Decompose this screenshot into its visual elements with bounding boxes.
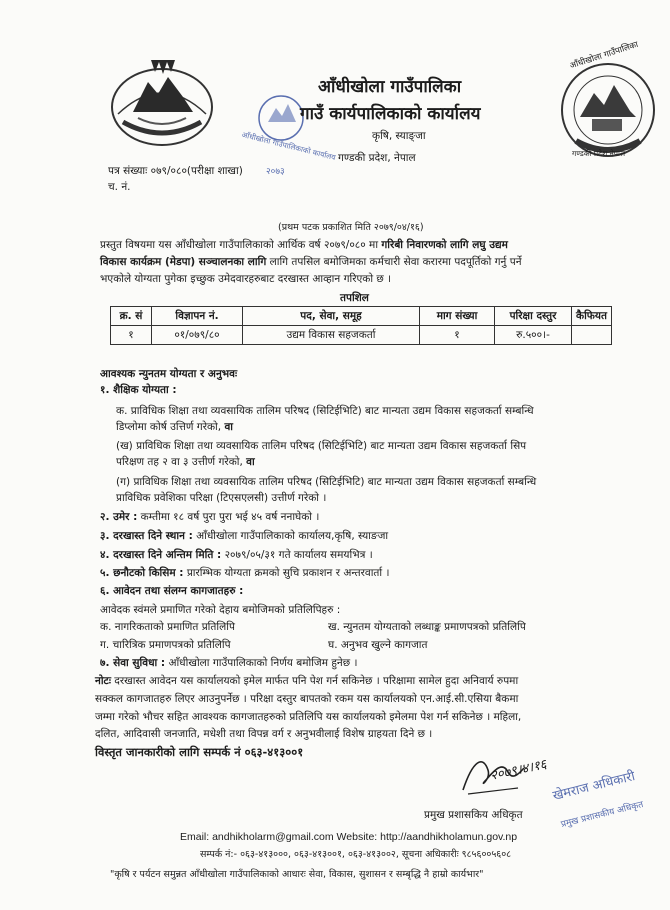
service-benefits: [100, 656, 357, 670]
deadline-label: ४. दरखास्त दिने अन्तिम मिति :: [100, 549, 222, 561]
age-label: २. उमेर :: [100, 511, 138, 523]
education-c-line-2: प्राविधिक प्रवेशिका परिक्षा (टिएसएलसी) उत्तीर्ण गरेको ।: [116, 492, 327, 504]
intro-line-2-text: लागि तपसिल बमोजिमका कर्मचारी सेवा करारमा पदपूर्तिको गर्नु पर्ने: [266, 256, 522, 268]
table-header-cell: विज्ञापन नं.: [152, 307, 243, 326]
education-c-line-1: (ग) प्राविधिक शिक्षा तथा व्यवसायिक तालिम परिषद (सिटिईभिटि) बाट मान्यता उद्यम विकास सहजकर्ता सम्बन्धि: [116, 476, 537, 488]
note-label: नोटः: [95, 675, 111, 687]
signatory-title: प्रमुख प्रशासकिय अधिकृत: [424, 809, 523, 821]
or-word: वा: [224, 421, 234, 433]
service-text: आँधीखोला गाउँपालिकाको निर्णय बमोजिम हुनेछ ।: [165, 657, 358, 669]
age-requirement: [100, 510, 319, 524]
place-text: आँधीखोला गाउँपालिकाको कार्यालय,कृषि, स्याङजा: [192, 530, 389, 542]
signature-stamp-title: प्रमुख प्रशासकीय अधिकृत: [560, 799, 645, 831]
education-b-line-1: (ख) प्राविधिक शिक्षा तथा व्यवसायिक तालिम परिषद (सिटिईभिटि) बाट मान्यता उद्यम विकास सहजकर्ता सिप: [116, 440, 527, 452]
table-header-cell: माग संख्या: [420, 307, 495, 326]
application-place: [100, 529, 388, 543]
signature-date: २०७९।४।१६: [488, 757, 549, 784]
table-cell: ०१/०७९/८०: [152, 326, 243, 345]
selection-method: [100, 566, 389, 580]
right-logo-text: आँधीखोला गाउँपालिका: [568, 39, 640, 72]
requirements-heading: आवश्यक न्युनतम योग्यता र अनुभवः: [100, 368, 238, 380]
office-name: आँधीखोला गाउँपालिका: [318, 77, 462, 97]
education-a-line-1: क. प्राविधिक शिक्षा तथा व्यवसायिक तालिम परिषद (सिटिईभिटि) बाट मान्यता उद्यम विकास सहजकर्ता सम्बन्धि: [116, 405, 534, 417]
note-line-4: दलित, आदिवासी जनजाति, मधेशी तथा विपन्न वर्ग र अनुभवीलाई विशेष ग्राहयता दिने छ ।: [95, 728, 433, 740]
footer-slogan: "कृषि र पर्यटन समुन्नत आँधीखोला गाउँपालिकाको आधारः सेवा, विकास, सुशासन र सम्बृद्धि नै हाम्रो कार्यभार": [110, 869, 484, 880]
intro-line-3: भएकोले योग्यता पुगेका इच्छुक उमेदवारहरुबाट दरखास्त आव्हान गरिएको छ ।: [100, 273, 392, 285]
note-line-2: सक्कल कागजातहरु लिएर आउनुपर्नेछ । परिक्षा दस्तुर बापतको रकम यस कार्यालयको एन.आई.सी.एसिया बैकमा: [95, 693, 519, 705]
selection-text: प्रारम्भिक योग्यता क्रमको सुचि प्रकाशन र अन्तरवार्ता ।: [183, 567, 390, 579]
nepal-emblem-icon: [103, 52, 221, 150]
right-logo-subtext: गण्डकी प्रदेश नेपाल: [572, 149, 626, 158]
office-seal-text: आँधीखोला गाउँपालिकाको कार्यालय: [240, 130, 337, 163]
table-cell: [572, 326, 612, 345]
place-label: ३. दरखास्त दिने स्थान :: [100, 530, 193, 542]
vacancy-table: [110, 306, 612, 345]
table-cell: उद्यम विकास सहजकर्ता: [243, 326, 420, 345]
dispatch-number: च. नं.: [108, 181, 131, 193]
application-deadline: [100, 548, 373, 562]
note-line-3: जम्मा गरेको भौचर सहित आवश्यक कागजातहरुको प्रतिलिपि यस कार्यालयको इमेलमा पेश गर्न सकिनेछ । महिला,: [95, 711, 522, 723]
deadline-text: २०७९/०५/३१ गते कार्यालय समयभित्र ।: [221, 549, 373, 561]
intro-line-1: [100, 238, 508, 252]
table-header-cell: कैफियत: [572, 307, 612, 326]
office-seal-number: २०७३: [266, 167, 285, 177]
table-caption: तपशिल: [340, 292, 369, 304]
document-c: ग. चारित्रिक प्रमाणपत्रको प्रतिलिपि: [100, 639, 231, 651]
document-b: ख. न्युनतम योग्यताको लब्धाङ्क प्रमाणपत्रको प्रतिलिपि: [328, 621, 526, 633]
intro-line-2: [100, 255, 522, 269]
letter-number: पत्र संख्याः ०७९/०८०(परीक्षा शाखा): [108, 165, 243, 177]
intro-line-1-text: प्रस्तुत विषयमा यस आँधीखोला गाउँपालिकाको आर्थिक वर्ष २०७९/०८० मा: [100, 239, 382, 251]
table-header-cell: पद, सेवा, समूह: [243, 307, 420, 326]
documents-intro: आवेदक स्वंमले प्रमाणित गरेको देहाय बमोजिमको प्रतिलिपिहरु :: [100, 604, 341, 616]
table-cell: १: [420, 326, 495, 345]
table-header-row: [111, 307, 612, 326]
documents-heading: ६. आवेदन तथा संलग्न कागजातहरु :: [100, 585, 244, 597]
table-cell: रु.५००।-: [495, 326, 572, 345]
education-heading: १. शैक्षिक योग्यता :: [100, 384, 177, 396]
address-line-2: गण्डकी प्रदेश, नेपाल: [338, 152, 416, 164]
document-a: क. नागरिकताको प्रमाणित प्रतिलिपि: [100, 621, 235, 633]
note-line-1: [95, 674, 518, 688]
selection-label: ५. छनौटको किसिम :: [100, 567, 184, 579]
footer-phone: सम्पर्क नं:- ०६३-४१३०००, ०६३-४१३००१, ०६३-४१३००२, सूचना अधिकारीः ९८५६००५६०८: [200, 849, 512, 860]
address-line-1: कृषि, स्याङ्जा: [372, 130, 426, 142]
table-header-cell: क्र. सं: [111, 307, 152, 326]
publish-date: (प्रथम पटक प्रकाशित मिति २०७९/०४/१६): [278, 222, 424, 233]
contact-line: विस्तृत जानकारीको लागि सम्पर्क नं ०६३-४१३००१: [95, 745, 304, 759]
education-a-line-2-text: डिप्लोमा कोर्ष उत्तिर्ण गरेको,: [116, 421, 222, 433]
service-label: ७. सेवा सुविधा :: [100, 657, 166, 669]
education-b-line-2-text: परिक्षण तह २ वा ३ उत्तीर्ण गरेको,: [116, 456, 243, 468]
office-title: गाउँ कार्यपालिकाको कार्यालय: [300, 104, 481, 124]
intro-line-1-bold: गरिबी निवारणको लागि लघु उद्यम: [381, 239, 508, 251]
or-word: वा: [246, 456, 255, 468]
table-cell: १: [111, 326, 152, 345]
intro-line-2-bold: विकास कार्यक्रम (मेडपा) सञ्चालनका लागि: [100, 256, 267, 268]
footer-email-website: Email: andhikholarm@gmail.com Website: http://aandhikholamun.gov.np: [180, 831, 518, 843]
signature-stamp-name: खेमराज अधिकारी: [551, 769, 637, 804]
note-line-1-text: दरखास्त आवेदन यस कार्यालयको इमेल मार्फत पनि पेश गर्न सकिनेछ । परिक्षामा सामेल हुदा अनिवार्य रुपमा: [110, 675, 519, 687]
age-text: कम्तीमा १८ वर्ष पुरा पुरा भई ४५ वर्ष ननाघेको ।: [137, 511, 320, 523]
document-d: घ. अनुभव खुल्ने कागजात: [328, 639, 428, 651]
table-header-cell: परिक्षा दस्तुर: [495, 307, 572, 326]
table-row: [111, 326, 612, 345]
education-a-line-2: [116, 420, 233, 434]
education-b-line-2: [116, 455, 255, 469]
